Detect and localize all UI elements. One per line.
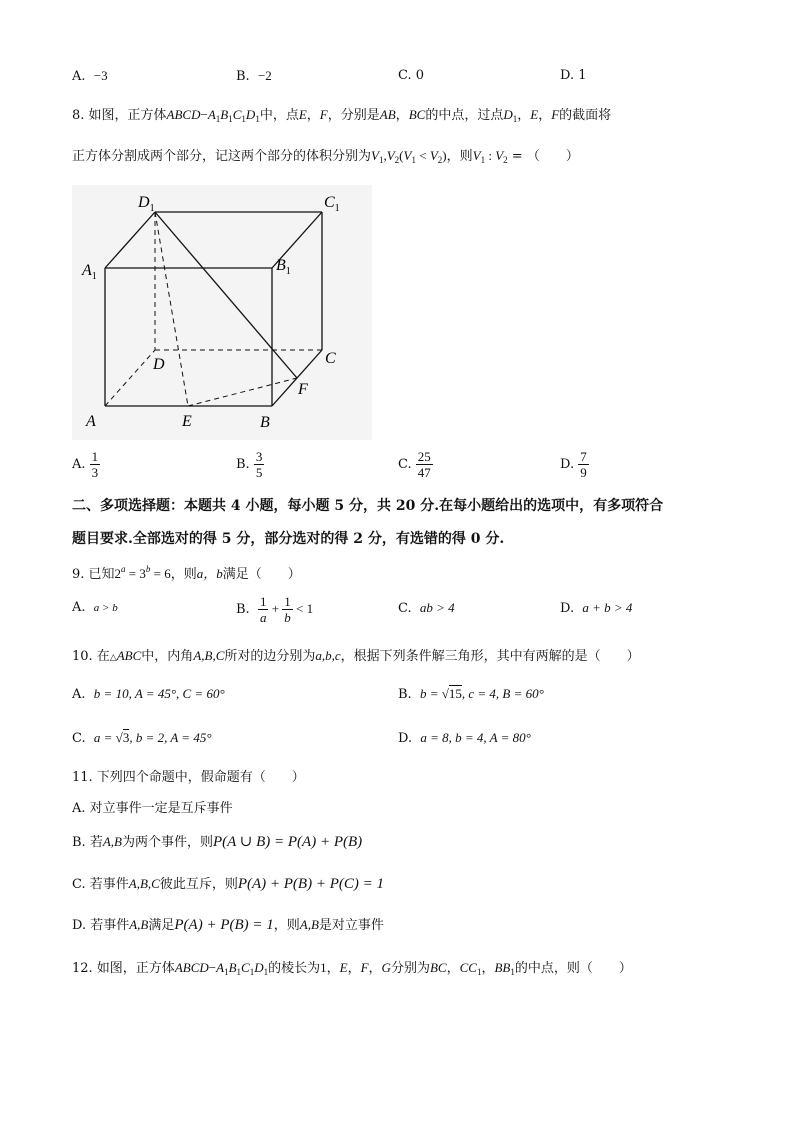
q8-stem-line2: 正方体分割成两个部分，记这两个部分的体积分别为$V_1,V_2(V_1 < V_2)$，则$V_1$ : $V_2$ = （ ） (72, 148, 579, 165)
q10-option-c[interactable]: C. a = √3, b = 2, A = 45° (72, 730, 212, 746)
q9-option-c[interactable]: C. ab > 4 (398, 600, 455, 616)
label-d1: $D_1$ (138, 194, 155, 214)
label-f: F (298, 381, 308, 398)
q8-option-a[interactable]: A. $\frac{1}{3}$ (72, 449, 99, 480)
q11-option-b[interactable]: B. 若A,B为两个事件，则P(A ∪ B) = P(A) + P(B) (72, 834, 363, 850)
q10-option-a[interactable]: A. b = 10, A = 45°, C = 60° (72, 686, 225, 702)
label-c1: $C_1$ (324, 194, 340, 214)
label-d: D (153, 356, 165, 373)
q10-stem: 10. 在△ABC中，内角A,B,C所对的边分别为a,b,c，根据下列条件解三角形，其中有两解的是（ ） (72, 648, 640, 664)
q12-stem: 12. 如图，正方体$ABCD-A_1B_1C_1D_1$的棱长为1，E，F，G分别为BC，$CC_1$，$BB_1$的中点，则（ ） (72, 960, 632, 977)
figure-background (72, 185, 372, 440)
q10-option-d[interactable]: D. a = 8, b = 4, A = 80° (398, 730, 531, 746)
q9-option-a[interactable]: A. a > b (72, 600, 118, 615)
label-e: E (182, 413, 192, 430)
q7-option-a[interactable]: A. −3 (72, 68, 108, 84)
q11-option-a[interactable]: A. 对立事件一定是互斥事件 (72, 801, 233, 816)
q10-option-b[interactable]: B. b = √15, c = 4, B = 60° (398, 686, 544, 702)
q8-option-b[interactable]: B. $\frac{3}{5}$ (236, 449, 263, 480)
label-a1: $A_1$ (82, 262, 97, 282)
q11-option-d[interactable]: D. 若事件A,B满足P(A) + P(B) = 1，则A,B是对立事件 (72, 917, 384, 933)
q9-option-b[interactable]: B. $\frac{1}{a}$ + $\frac{1}{b}$ < 1 (236, 594, 314, 625)
q11-option-c[interactable]: C. 若事件A,B,C彼此互斥，则P(A) + P(B) + P(C) = 1 (72, 876, 384, 892)
q8-stem-line1: 8. 如图，正方体$ABCD-A_1B_1C_1D_1$中，点E，F，分别是AB，BC的中点，过点$D_1$，E，F的截面将 (72, 107, 612, 124)
q7-option-b[interactable]: B. −2 (236, 68, 272, 84)
q8-option-c[interactable]: C. $\frac{25}{47}$ (398, 449, 431, 480)
q11-stem: 11. 下列四个命题中，假命题有（ ） (72, 770, 305, 785)
label-c: C (325, 350, 336, 367)
label-b: B (260, 414, 270, 431)
q7-option-d[interactable]: D. 1 (560, 68, 587, 83)
q9-stem: 9. 已知$2^a = 3^b = 6$，则a，b满足（ ） (72, 564, 301, 582)
label-a: A (86, 413, 96, 430)
section2-heading-line2: 题目要求.全部选对的得 5 分，部分选对的得 2 分，有选错的得 0 分. (72, 531, 505, 547)
label-b1: $B_1$ (276, 257, 291, 277)
q9-option-d[interactable]: D. a + b > 4 (560, 600, 633, 616)
section2-heading-line1: 二、多项选择题：本题共 4 小题，每小题 5 分，共 20 分.在每小题给出的选项中，有多项符合 (72, 498, 664, 514)
cube-figure (72, 185, 372, 440)
q8-option-d[interactable]: D. $\frac{7}{9}$ (560, 449, 587, 480)
q7-option-c[interactable]: C. 0 (398, 68, 425, 83)
